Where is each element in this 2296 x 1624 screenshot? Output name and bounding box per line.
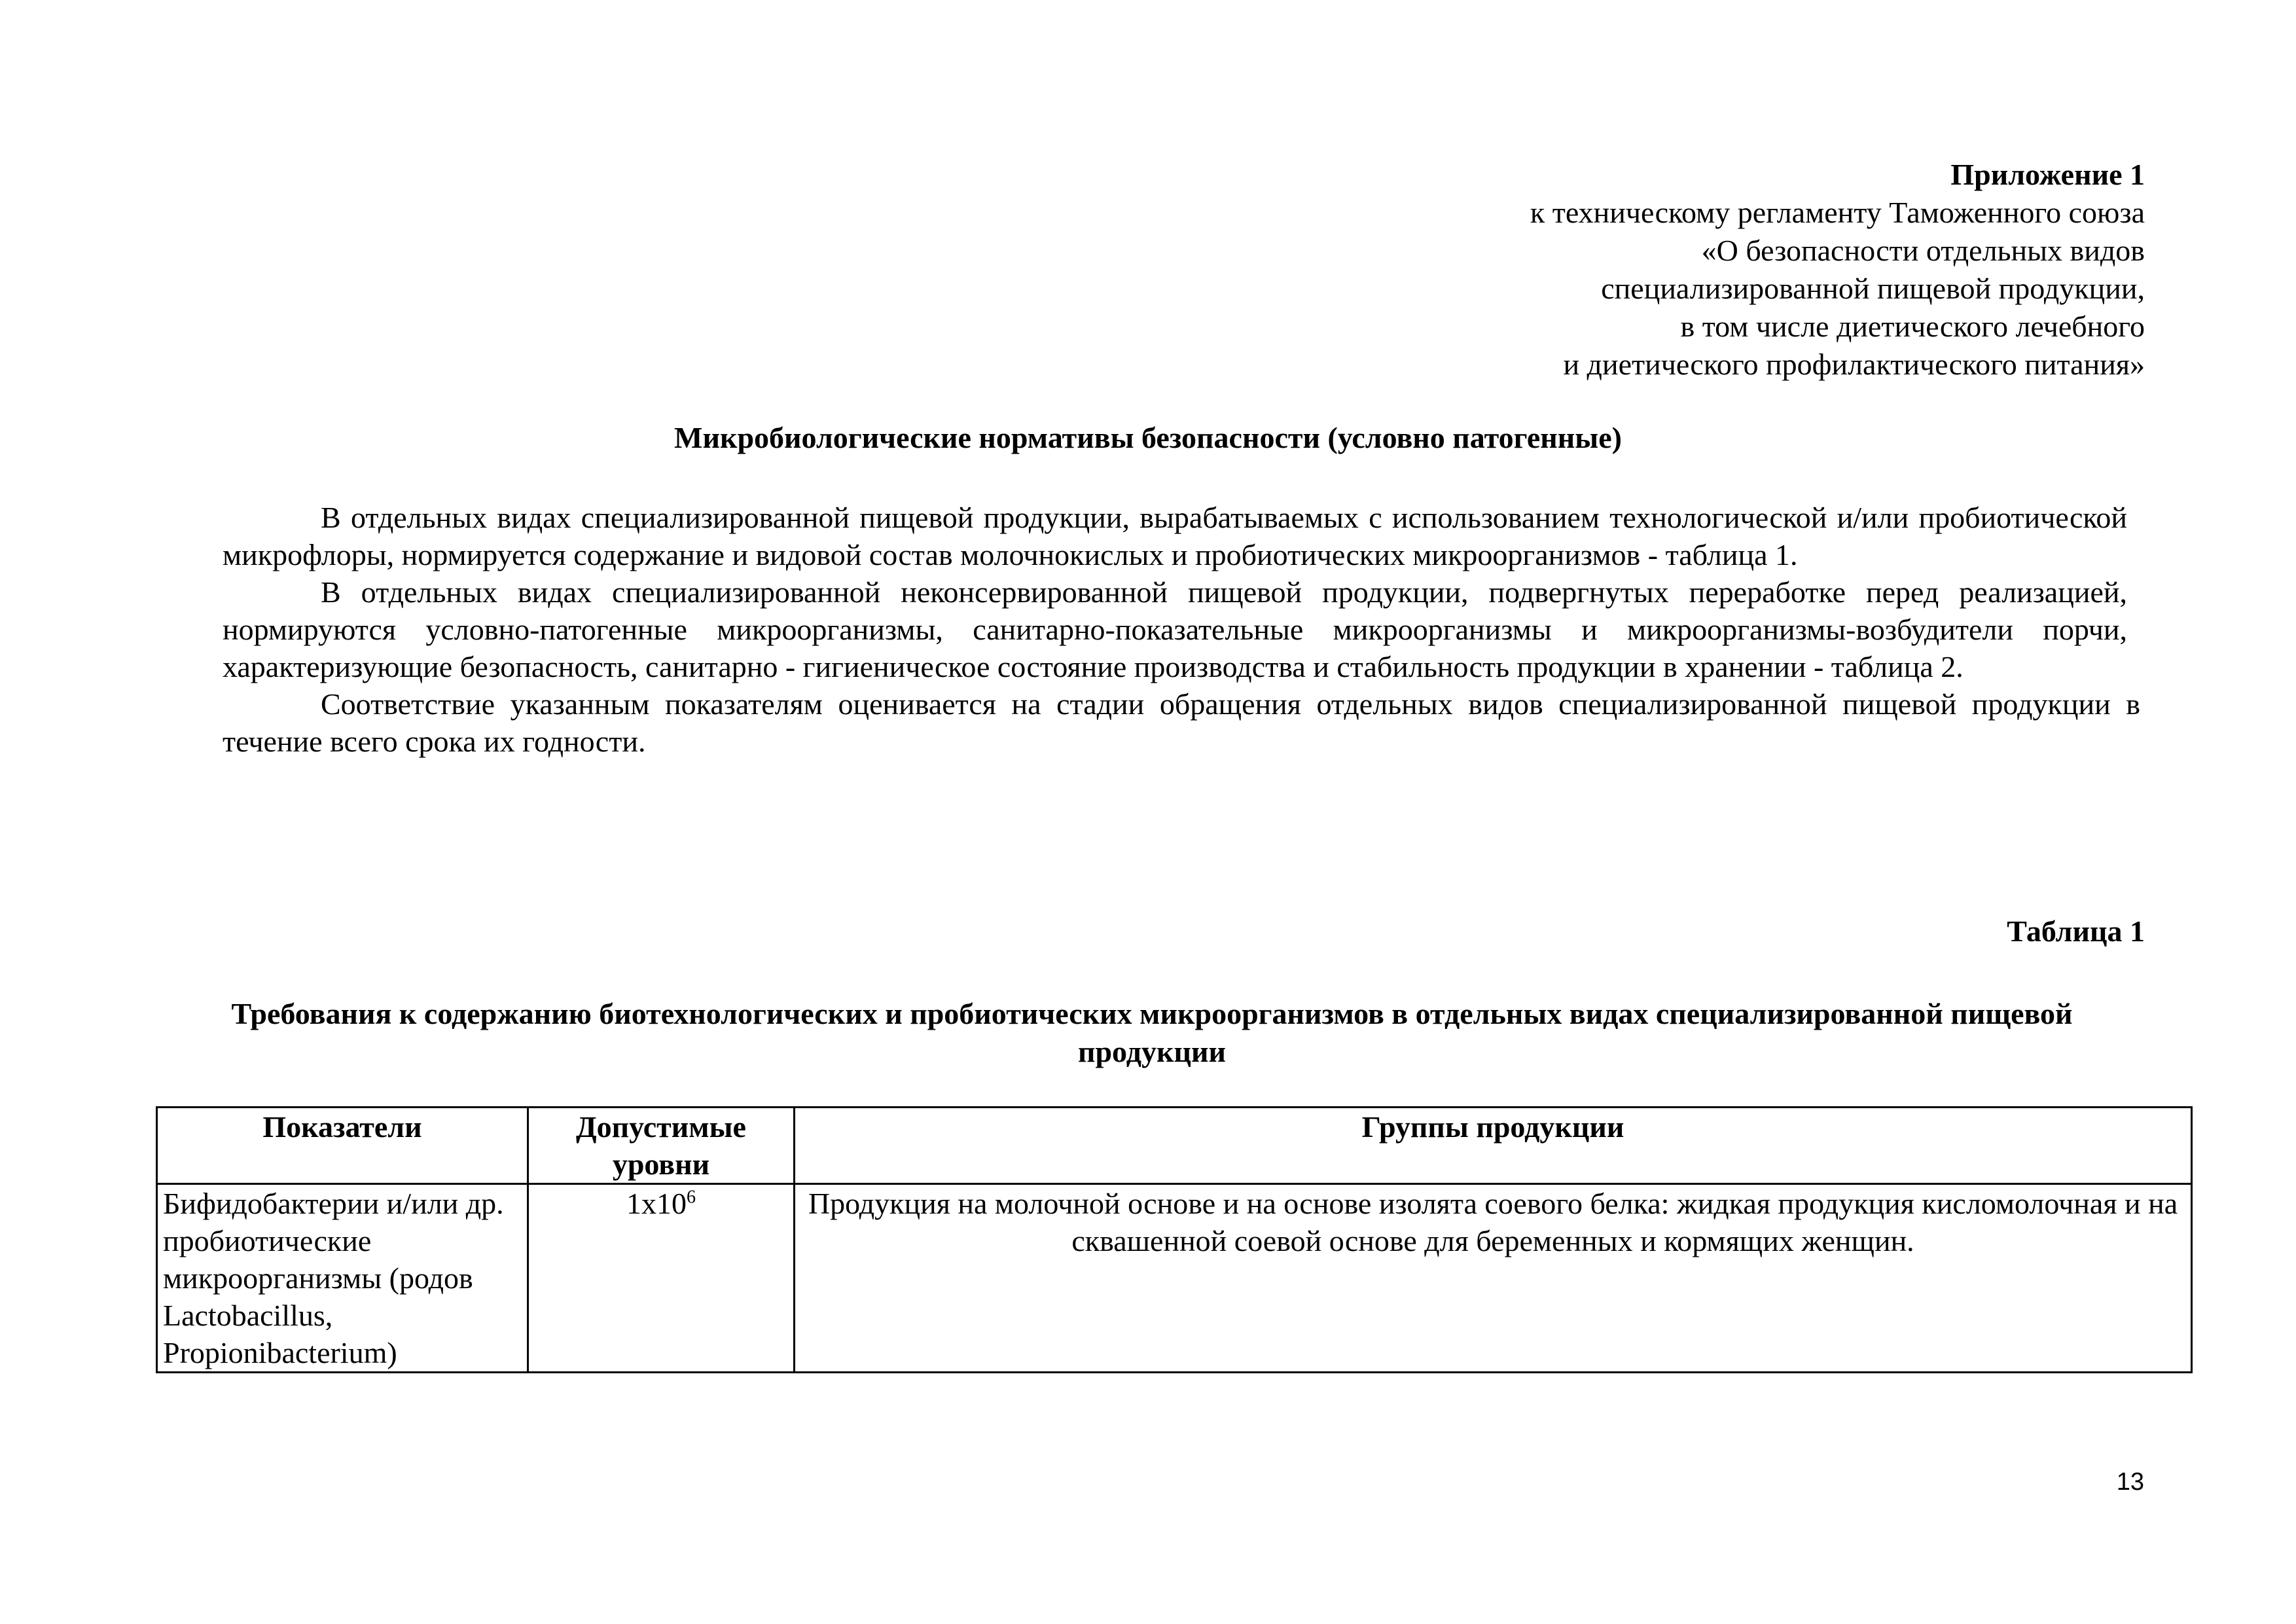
section-title: Микробиологические нормативы безопасности (условно патогенные)	[674, 421, 1622, 454]
header-groups: Группы продукции	[795, 1108, 2192, 1184]
appendix-line: к техническому регламенту Таможенного союза	[1530, 196, 2145, 229]
requirements-table	[156, 1106, 2193, 1373]
cell-groups: Продукция на молочной основе и на основе изолята соевого белка: жидкая продукция кисломолочная и на сквашенной соевой основе для беременных и кормящих женщин.	[795, 1184, 2192, 1373]
appendix-line: «О безопасности отдельных видов	[1701, 234, 2145, 267]
paragraph: В отдельных видах специализированной неконсервированной пищевой продукции, подвергнутых переработке перед реализацией, нормируются условно-патогенные микроорганизмы, санитарно-показательные микроорганизмы и микроорганизмы-возбудители порчи, характеризующие безопасность, санитарно - гигиеническое состояние производства и стабильность продукции в хранении - таблица 2.	[223, 575, 2127, 683]
cell-level	[528, 1184, 795, 1373]
table-header-row	[157, 1108, 2192, 1184]
appendix-line: и диетического профилактического питания»	[1563, 348, 2145, 381]
paragraph: Соответствие указанным показателям оценивается на стадии обращения отдельных видов специализированной пищевой продукции в течение всего срока их годности.	[223, 687, 2140, 758]
table-title: Требования к содержанию биотехнологических и пробиотических микроорганизмов в отдельных видах специализированной пищевой продукции	[231, 997, 2073, 1068]
appendix-title: Приложение 1	[1950, 158, 2145, 191]
cell-indicator: Бифидобактерии и/или др. пробиотические микроорганизмы (родов Lactobacillus, Propionibacterium)	[157, 1184, 528, 1373]
table-label: Таблица 1	[2007, 914, 2145, 948]
appendix-line: специализированной пищевой продукции,	[1601, 272, 2145, 305]
header-indicators: Показатели	[157, 1108, 528, 1184]
appendix-line: в том числе диетического лечебного	[1680, 310, 2145, 343]
appendix-header	[1229, 156, 2145, 384]
paragraph: В отдельных видах специализированной пищевой продукции, вырабатываемых с использованием технологической и/или пробиотической микрофлоры, нормируется содержание и видовой состав молочнокислых и пробиотических микроорганизмов - таблица 1.	[223, 501, 2127, 571]
level-base: 1x10	[626, 1187, 687, 1220]
table-row	[157, 1184, 2192, 1373]
page-number: 13	[2116, 1468, 2144, 1496]
level-exponent: 6	[687, 1187, 696, 1208]
body-text	[223, 499, 2140, 760]
header-levels: Допустимые уровни	[528, 1108, 795, 1184]
